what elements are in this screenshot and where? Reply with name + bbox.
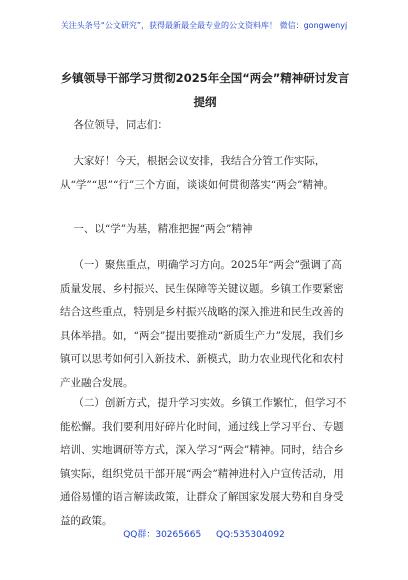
title-line-2: 提纲: [193, 95, 217, 109]
section-1-heading: 一、以“学”为基，精准把握“两会”精神: [73, 223, 253, 235]
intro-paragraph: 大家好！今天，根据会议安排，我结合分管工作实际，从“学”“思”“行”三个方面，谈谈如何贯彻落实“两会”精神。: [60, 155, 334, 191]
salutation: 各位领导，同志们：: [73, 119, 168, 131]
header-banner: 关注头条号“公文研究”，获得最新最全最专业的公文资料库！ 微信：gongwenyj: [60, 21, 348, 30]
paragraph-2: （二）创新方式，提升学习实效。乡镇工作繁忙，但学习不能松懈。我们要利用好碎片化时间，通过线上学习平台、专题培训、实地调研等方式，深入学习“两会”精神。同时，结合乡镇实际，组织党员干部开展“两会”精神进村入户宣传活动，用通俗易懂的语言解读政策，让群众了解国家发展大势和自身受益的政策。: [60, 397, 347, 527]
title-line-1: 乡镇领导干部学习贯彻2025年全国“两会”精神研讨发言: [60, 71, 350, 85]
footer-qq-group: QQ群：30265665: [123, 530, 202, 540]
footer-qq-number: QQ:535304092: [216, 530, 285, 540]
document-title: [50, 66, 360, 114]
paragraph-1: （一）聚焦重点，明确学习方向。2025年“两会”强调了高质量发展、乡村振兴、民生保障等关键议题。乡镇工作要紧密结合这些重点，特别是乡村振兴战略的深入推进和民生改善的具体举措。如，“两会”提出要推动“新质生产力”发展，我们乡镇可以思考如何引入新技术、新模式，助力农业现代化和农村产业融合发展。: [60, 259, 344, 389]
footer-contact: [0, 527, 408, 540]
